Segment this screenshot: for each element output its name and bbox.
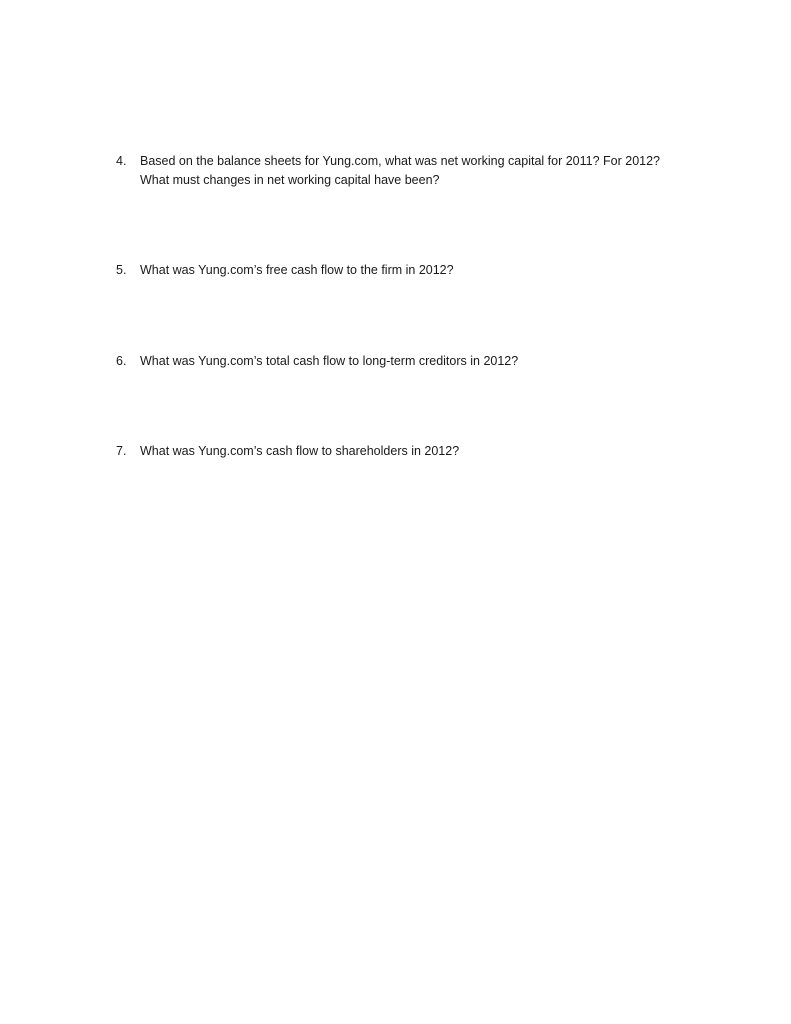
question-number: 7. <box>116 444 127 458</box>
question-text <box>140 261 716 280</box>
question-text <box>140 152 716 190</box>
question-line: What was Yung.com’s total cash flow to long-term creditors in 2012? <box>140 354 519 368</box>
question-5 <box>116 261 716 280</box>
question-line: What must changes in net working capital have been? <box>140 173 440 187</box>
question-number: 5. <box>116 263 127 277</box>
question-6 <box>116 352 716 371</box>
question-number: 6. <box>116 354 127 368</box>
question-text <box>140 352 716 371</box>
question-number: 4. <box>116 154 127 168</box>
question-line: What was Yung.com’s free cash flow to the firm in 2012? <box>140 263 454 277</box>
question-7 <box>116 442 716 461</box>
question-4 <box>116 152 716 190</box>
question-line: What was Yung.com’s cash flow to shareholders in 2012? <box>140 444 460 458</box>
question-text <box>140 442 716 461</box>
question-line: Based on the balance sheets for Yung.com, what was net working capital for 2011? For 2012? <box>140 154 661 168</box>
